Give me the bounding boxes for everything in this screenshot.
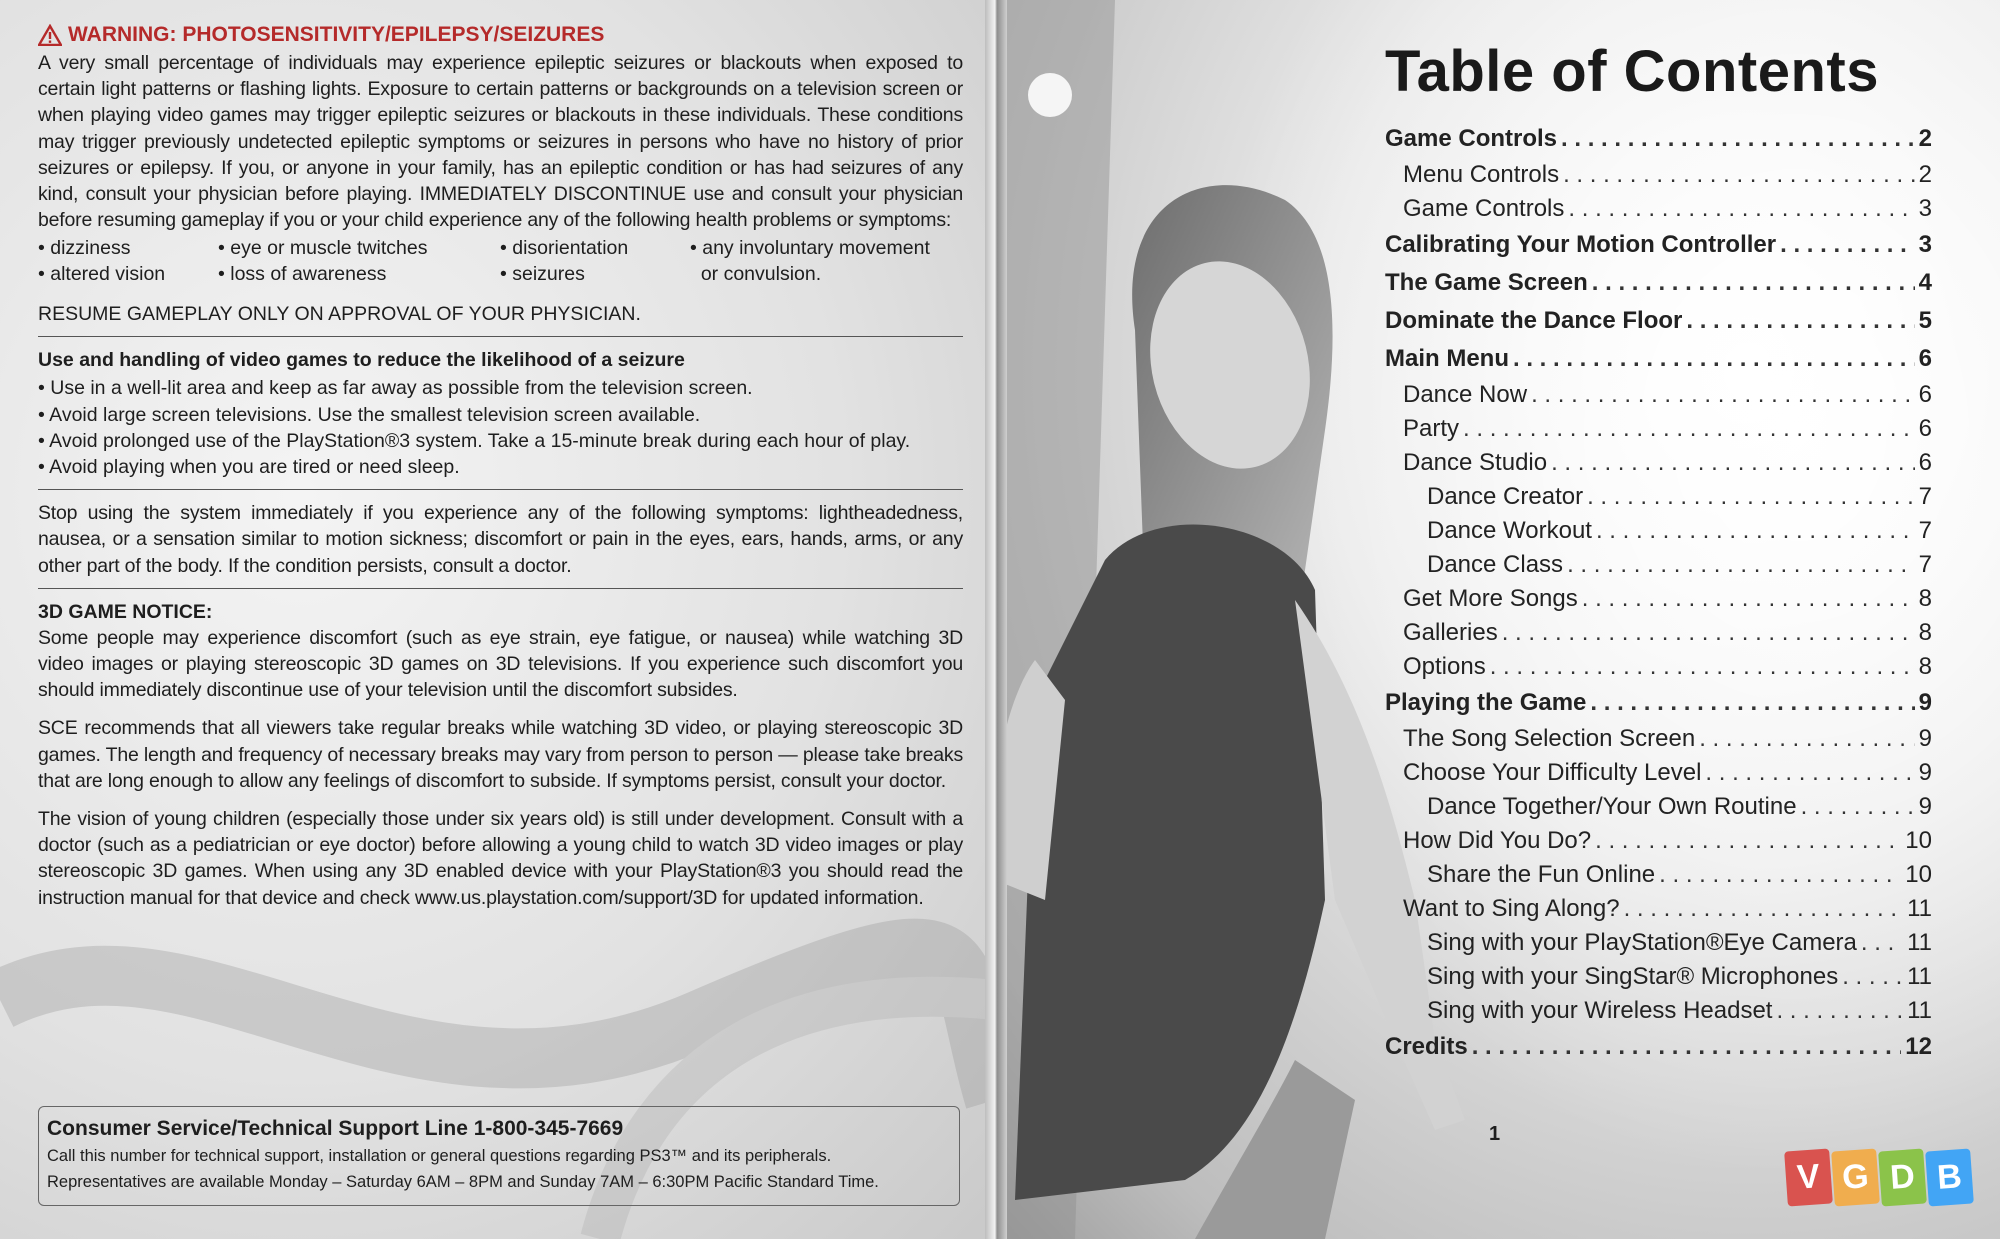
toc-entry: [1385, 756, 1932, 790]
toc-entry-page: 3: [1918, 231, 1932, 258]
toc-entry-label: Dance Class: [1427, 551, 1564, 578]
vgdb-logo: [1786, 1150, 1972, 1205]
toc-entry-label: Main Menu: [1385, 345, 1509, 372]
toc-entry-page: 11: [1907, 929, 1932, 956]
toc-entry: [1385, 824, 1932, 858]
toc-entry-label: Party: [1403, 415, 1460, 442]
symptom-list: [38, 235, 963, 287]
toc-entry: [1385, 684, 1932, 722]
toc-entry-label: Game Controls: [1403, 195, 1565, 222]
symptom-item: • loss of awareness: [218, 263, 387, 286]
toc-leader-dots: [1842, 960, 1903, 994]
toc-leader-dots: [1551, 446, 1915, 480]
list-item: • Avoid large screen televisions. Use the smallest television screen available.: [38, 402, 963, 428]
toc-entry-label: Choose Your Difficulty Level: [1403, 759, 1702, 786]
toc-leader-dots: [1659, 858, 1901, 892]
support-title: Consumer Service/Technical Support Line 1-800-345-7669: [47, 1117, 624, 1140]
toc-leader-dots: [1596, 514, 1915, 548]
vgdb-logo-letter: G: [1831, 1148, 1880, 1206]
warning-triangle-icon: [38, 24, 62, 46]
toc-entry: [1385, 340, 1932, 378]
toc-entry-label: Dance Now: [1403, 381, 1528, 408]
symptom-item: • eye or muscle twitches: [218, 237, 428, 260]
toc-leader-dots: [1699, 722, 1914, 756]
toc-entry-page: 9: [1918, 759, 1932, 786]
toc-entry: [1385, 960, 1932, 994]
toc-entry: [1385, 158, 1932, 192]
toc-leader-dots: [1582, 582, 1915, 616]
toc-entry-label: Sing with your PlayStation®Eye Camera: [1427, 929, 1857, 956]
toc-entry-label: Want to Sing Along?: [1403, 895, 1620, 922]
toc-leader-dots: [1705, 756, 1914, 790]
notice-heading: 3D GAME NOTICE:: [38, 600, 213, 623]
symptom-item: or convulsion.: [690, 263, 822, 286]
toc-entry-page: 2: [1918, 125, 1932, 152]
toc-entry-page: 7: [1918, 517, 1932, 544]
stop-paragraph: Stop using the system immediately if you experience any of the following symptoms: lightheadedness, nausea, or a sensation similar to motion sickness; discomfort or pain in the eyes, ears, hands, arms, or any other part of the body. If the condition persists, consult a doctor.: [38, 502, 963, 577]
toc-leader-dots: [1561, 120, 1915, 158]
toc-entry-label: Get More Songs: [1403, 585, 1578, 612]
toc-entry-page: 11: [1907, 963, 1932, 990]
toc-entry: [1385, 582, 1932, 616]
toc-entry-label: How Did You Do?: [1403, 827, 1592, 854]
toc-entry-label: Dominate the Dance Floor: [1385, 307, 1683, 334]
toc-entry-label: Calibrating Your Motion Controller: [1385, 231, 1777, 258]
toc-leader-dots: [1513, 340, 1915, 378]
toc-leader-dots: [1531, 378, 1915, 412]
toc-leader-dots: [1861, 926, 1903, 960]
toc-entry: [1385, 446, 1932, 480]
warning-paragraph: A very small percentage of individuals may experience epileptic seizures or blackouts when exposed to certain light patterns or flashing lights. Exposure to certain patterns or backgrounds on a television screen or when playing video games may trigger epileptic seizures or blackouts in these individuals. These conditions may trigger previously undetected epileptic symptoms or seizures in persons who have no history of prior seizures or epilepsy. If you, or anyone in your family, has an epileptic condition or has had seizures of any kind, consult your physician before playing. IMMEDIATELY DISCONTINUE use and consult your physician before resuming gameplay if you or your child experience any of the following health problems or symptoms:: [38, 52, 963, 232]
table-of-contents: [1385, 120, 1932, 1066]
left-page: [0, 0, 995, 1239]
toc-entry-page: 4: [1918, 269, 1932, 296]
toc-leader-dots: [1595, 824, 1901, 858]
support-line: Call this number for technical support, installation or general questions regarding PS3™ and its peripherals.: [47, 1147, 832, 1165]
toc-entry: [1385, 378, 1932, 412]
toc-entry-label: Share the Fun Online: [1427, 861, 1656, 888]
toc-entry: [1385, 1028, 1932, 1066]
toc-leader-dots: [1590, 684, 1914, 722]
symptom-item: • seizures: [500, 263, 585, 286]
toc-entry: [1385, 226, 1932, 264]
toc-entry-page: 6: [1918, 449, 1932, 476]
toc-entry: [1385, 548, 1932, 582]
handling-list: [38, 375, 963, 480]
toc-entry-label: The Game Screen: [1385, 269, 1588, 296]
toc-leader-dots: [1490, 650, 1915, 684]
toc-entry-label: Game Controls: [1385, 125, 1558, 152]
toc-leader-dots: [1624, 892, 1903, 926]
notice-paragraph-3: The vision of young children (especially those under six years old) is still under development. Consult with a doctor (such as a pediatrician or eye doctor) before allowing a young child to watch 3D video images or play stereoscopic 3D games. When using any 3D enabled device with your PlayStation®3 you should read the instruction manual for that device and check www.us.playstation.com/support/3D for updated information.: [38, 808, 963, 909]
toc-entry-label: Playing the Game: [1385, 689, 1587, 716]
toc-leader-dots: [1567, 548, 1915, 582]
toc-leader-dots: [1776, 994, 1903, 1028]
list-item: • Avoid playing when you are tired or need sleep.: [38, 454, 963, 480]
page-number: 1: [1489, 1123, 1501, 1145]
toc-entry-label: Options: [1403, 653, 1486, 680]
toc-entry: [1385, 264, 1932, 302]
toc-entry-page: 10: [1905, 861, 1932, 888]
toc-entry-page: 9: [1918, 793, 1932, 820]
toc-entry: [1385, 514, 1932, 548]
toc-entry: [1385, 120, 1932, 158]
symptom-item: • dizziness: [38, 237, 131, 260]
warning-heading-text: WARNING: PHOTOSENSITIVITY/EPILEPSY/SEIZURES: [68, 23, 605, 46]
toc-entry-page: 2: [1918, 161, 1932, 188]
toc-entry-page: 5: [1918, 307, 1932, 334]
toc-leader-dots: [1502, 616, 1915, 650]
notice-paragraph-2: SCE recommends that all viewers take regular breaks while watching 3D video, or playing stereoscopic 3D games. The length and frequency of necessary breaks may vary from person to person — please take breaks that are long enough to allow any feelings of discomfort to subside. If symptoms persist, consult your doctor.: [38, 717, 963, 792]
toc-entry: [1385, 412, 1932, 446]
toc-leader-dots: [1801, 790, 1915, 824]
toc-entry: [1385, 892, 1932, 926]
toc-entry-label: Dance Creator: [1427, 483, 1584, 510]
toc-entry-page: 11: [1907, 895, 1932, 922]
toc-leader-dots: [1472, 1028, 1902, 1066]
toc-leader-dots: [1587, 480, 1915, 514]
toc-entry: [1385, 480, 1932, 514]
notice-paragraph-1: Some people may experience discomfort (such as eye strain, eye fatigue, or nausea) while watching 3D video images or playing stereoscopic 3D games on 3D televisions. If you experience such discomfort you should immediately discontinue use of your television until the discomfort subsides.: [38, 626, 963, 702]
toc-entry-page: 8: [1918, 619, 1932, 646]
support-box: [38, 1106, 960, 1206]
toc-leader-dots: [1592, 264, 1915, 302]
toc-entry-label: Sing with your SingStar® Microphones: [1427, 963, 1839, 990]
toc-entry: [1385, 858, 1932, 892]
toc-entry-page: 6: [1918, 415, 1932, 442]
toc-entry: [1385, 192, 1932, 226]
toc-entry: [1385, 302, 1932, 340]
toc-entry: [1385, 994, 1932, 1028]
divider: [38, 489, 963, 490]
support-line: Representatives are available Monday – Saturday 6AM – 8PM and Sunday 7AM – 6:30PM Pacific Standard Time.: [47, 1173, 879, 1191]
right-page: [995, 0, 2000, 1239]
divider: [38, 588, 963, 589]
toc-entry-page: 7: [1918, 483, 1932, 510]
toc-entry: [1385, 616, 1932, 650]
toc-entry-page: 6: [1918, 345, 1932, 372]
vgdb-logo-letter: B: [1925, 1148, 1974, 1206]
list-item: • Avoid prolonged use of the PlayStation®3 system. Take a 15-minute break during each hour of play.: [38, 428, 963, 454]
warning-heading: [38, 20, 963, 50]
toc-entry-page: 3: [1918, 195, 1932, 222]
toc-entry-label: Galleries: [1403, 619, 1498, 646]
toc-entry: [1385, 722, 1932, 756]
toc-entry-page: 7: [1918, 551, 1932, 578]
toc-entry-page: 8: [1918, 653, 1932, 680]
toc-entry-page: 8: [1918, 585, 1932, 612]
toc-entry-label: Menu Controls: [1403, 161, 1560, 188]
vgdb-logo-letter: D: [1878, 1148, 1927, 1206]
symptom-item: • altered vision: [38, 263, 166, 286]
toc-entry: [1385, 790, 1932, 824]
toc-entry-page: 11: [1907, 997, 1932, 1024]
resume-notice: RESUME GAMEPLAY ONLY ON APPROVAL OF YOUR PHYSICIAN.: [38, 303, 641, 326]
page-title: Table of Contents: [1385, 39, 1879, 104]
toc-entry-page: 12: [1905, 1033, 1932, 1060]
toc-entry-page: 6: [1918, 381, 1932, 408]
vgdb-logo-letter: V: [1784, 1148, 1833, 1206]
toc-entry-label: The Song Selection Screen: [1403, 725, 1696, 752]
toc-entry-page: 9: [1918, 689, 1932, 716]
toc-leader-dots: [1780, 226, 1915, 264]
toc-entry-page: 9: [1918, 725, 1932, 752]
toc-leader-dots: [1686, 302, 1914, 340]
symptom-item: • any involuntary movement: [690, 237, 930, 260]
toc-leader-dots: [1568, 192, 1914, 226]
toc-leader-dots: [1563, 158, 1915, 192]
toc-entry-label: Dance Together/Your Own Routine: [1427, 793, 1797, 820]
toc-entry: [1385, 926, 1932, 960]
book-spine: [985, 0, 1007, 1239]
handling-heading: Use and handling of video games to reduce the likelihood of a seizure: [38, 349, 685, 372]
toc-leader-dots: [1463, 412, 1915, 446]
toc-entry-page: 10: [1905, 827, 1932, 854]
toc-entry-label: Dance Studio: [1403, 449, 1548, 476]
toc-entry-label: Sing with your Wireless Headset: [1427, 997, 1773, 1024]
divider: [38, 336, 963, 337]
toc-entry-label: Credits: [1385, 1033, 1468, 1060]
symptom-item: • disorientation: [500, 237, 629, 260]
list-item: • Use in a well-lit area and keep as far away as possible from the television screen.: [38, 375, 963, 401]
toc-entry: [1385, 650, 1932, 684]
toc-entry-label: Dance Workout: [1427, 517, 1592, 544]
